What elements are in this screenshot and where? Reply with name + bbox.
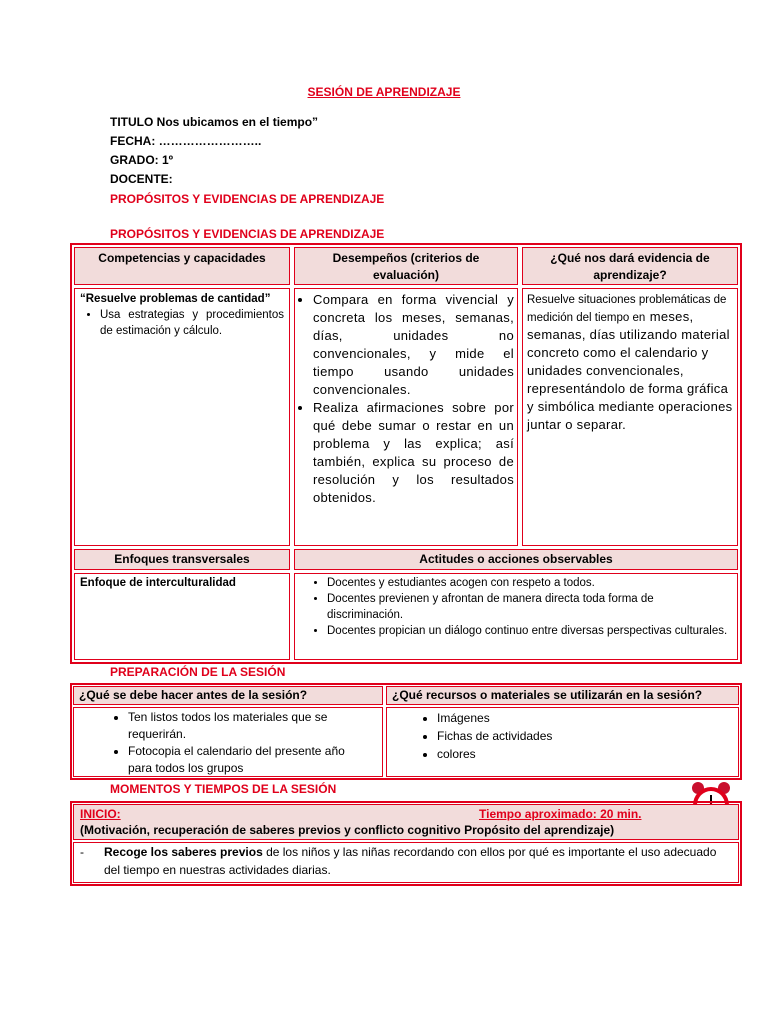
cell-evidencia bbox=[522, 288, 738, 546]
page-title: SESIÓN DE APRENDIZAJE bbox=[307, 85, 461, 99]
propositos-heading-2: PROPÓSITOS Y EVIDENCIAS DE APRENDIZAJE bbox=[110, 227, 385, 241]
cell-actitudes bbox=[294, 573, 738, 660]
actitud-item: • Docentes y estudiantes acogen con respeto a todos. bbox=[327, 575, 731, 591]
actitud-item: • Docentes propician un diálogo continuo entre diversas perspectivas culturales. bbox=[327, 623, 731, 639]
header-competencias: Competencias y capacidades bbox=[74, 247, 290, 285]
preparacion-heading: PREPARACIÓN DE LA SESIÓN bbox=[110, 665, 286, 679]
cell-enfoque: Enfoque de interculturalidad bbox=[74, 573, 290, 660]
fecha: FECHA: …………………….. bbox=[110, 134, 262, 148]
tiempo-label: Tiempo aproximado: 20 min. bbox=[479, 807, 642, 821]
header-actitudes: Actitudes o acciones observables bbox=[294, 549, 738, 570]
recurso-item: • Imágenes bbox=[437, 709, 732, 727]
header-recursos: ¿Qué recursos o materiales se utilizarán en la sesión? bbox=[386, 686, 739, 705]
inicio-bold-text: Recoge los saberes previos bbox=[104, 845, 263, 859]
cell-recursos bbox=[386, 707, 739, 777]
recurso-item: • Fichas de actividades bbox=[437, 727, 732, 745]
docente: DOCENTE: bbox=[110, 172, 173, 186]
inicio-subtitle: (Motivación, recuperación de saberes previos y conflicto cognitivo Propósito del aprendizaje) bbox=[80, 823, 615, 837]
antes-item: • Ten listos todos los materiales que se requerirán. bbox=[128, 709, 352, 743]
header-antes: ¿Qué se debe hacer antes de la sesión? bbox=[73, 686, 383, 705]
grado: GRADO: 1º bbox=[110, 153, 174, 167]
propositos-heading-1: PROPÓSITOS Y EVIDENCIAS DE APRENDIZAJE bbox=[110, 192, 385, 206]
desempeno-item: • Realiza afirmaciones sobre por qué debe sumar o restar en un problema y las explica; así también, explica su proceso de resolución y los resultados obtenidos. bbox=[313, 399, 514, 507]
evidencia-text-a: Resuelve situaciones problemáticas de medición del tiempo en bbox=[527, 294, 727, 324]
header-evidencia: ¿Qué nos dará evidencia de aprendizaje? bbox=[522, 247, 738, 285]
antes-item: • Fotocopia el calendario del presente año para todos los grupos bbox=[128, 743, 352, 777]
actitud-item: • Docentes previenen y afrontan de manera directa toda forma de discriminación. bbox=[327, 591, 731, 623]
competencia-text: “Resuelve problemas de cantidad” bbox=[80, 293, 271, 305]
inicio-rest-text: de los niños y las niñas recordando con ellos por qué es importante el uso adecuado del tiempo en nuestras actividades diarias. bbox=[104, 845, 717, 877]
desempeno-item: • Compara en forma vivencial y concreta los meses, semanas, días, unidades no convencionales, y mide el tiempo usando unidades convencionales. bbox=[313, 291, 514, 399]
dash-bullet: - bbox=[80, 845, 84, 859]
momentos-heading: MOMENTOS Y TIEMPOS DE LA SESIÓN bbox=[110, 782, 337, 796]
recurso-item: • colores bbox=[437, 745, 732, 763]
cell-antes bbox=[73, 707, 383, 777]
header-desempenos: Desempeños (criterios de evaluación) bbox=[294, 247, 518, 285]
cell-competencias bbox=[74, 288, 290, 546]
capacidad-item: • Usa estrategias y procedimientos de estimación y cálculo. bbox=[100, 307, 284, 339]
inicio-content bbox=[73, 842, 739, 883]
evidencia-text-b: meses, semanas, días utilizando material concreto como el calendario y unidades convencionales, representándolo de forma gráfica y simbólica mediante operaciones juntar o separar. bbox=[527, 309, 733, 432]
titulo: TITULO Nos ubicamos en el tiempo” bbox=[110, 115, 319, 129]
cell-desempenos bbox=[294, 288, 518, 546]
inicio-label: INICIO: bbox=[80, 807, 121, 821]
inicio-header bbox=[73, 804, 739, 840]
header-enfoques: Enfoques transversales bbox=[74, 549, 290, 570]
